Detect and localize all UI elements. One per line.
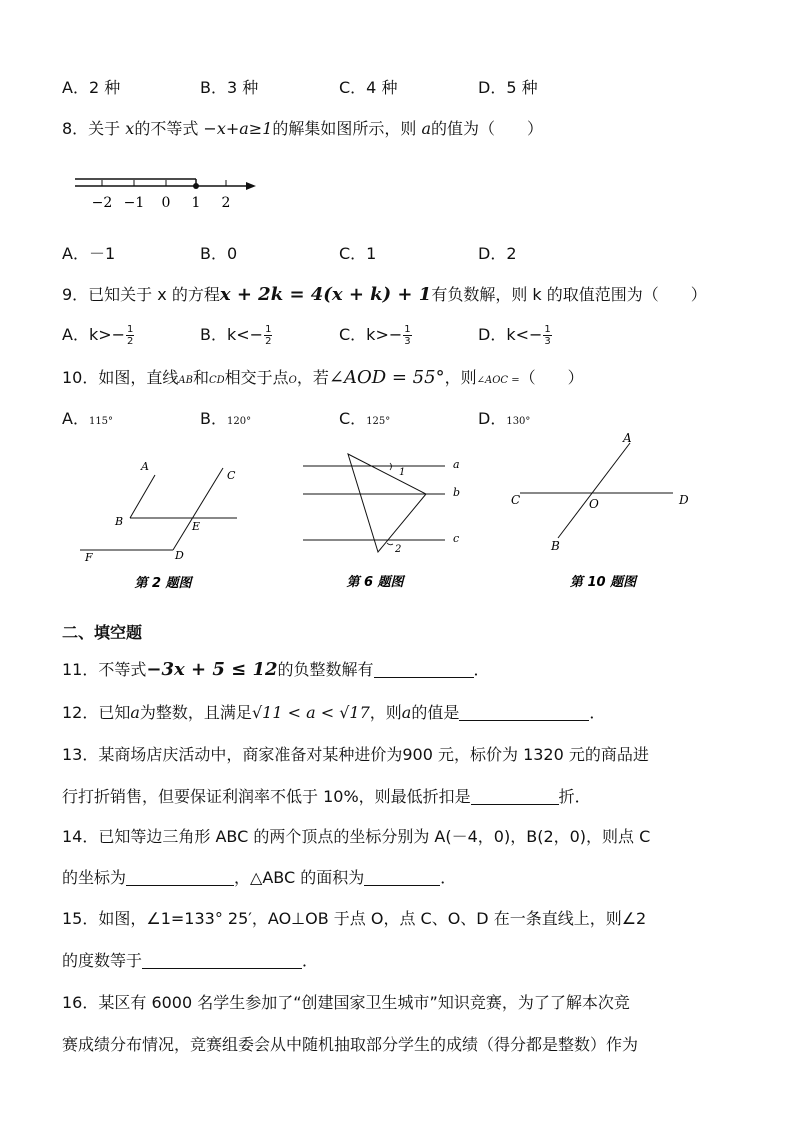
q10-option-d: D．130° [478, 409, 531, 428]
fig10-label-o: O [589, 497, 599, 511]
fig10-label-d: D [679, 493, 689, 507]
q16-line1: 16．某区有 6000 名学生参加了“创建国家卫生城市”知识竞赛，为了了解本次竞 [62, 993, 630, 1012]
fig2-label-a: A [141, 460, 149, 473]
number-line-ticks [102, 180, 226, 186]
q9-option-b: B．k<− $\frac{1}{2}$ [200, 324, 272, 347]
q7-option-b: B．3 种 [200, 78, 259, 97]
figure-q2 [75, 455, 250, 595]
q8-option-c: C．1 [339, 244, 377, 263]
tick-label-0: 0 [161, 195, 171, 211]
fig2-caption: 第 2 题图 [134, 576, 192, 591]
q11-stem: 11．不等式−3x + 5 ≤ 12的负整数解有 ． [62, 659, 490, 680]
tick-label-neg2: −2 [91, 195, 113, 211]
q14-line1: 14．已知等边三角形 ABC 的两个顶点的坐标分别为 A(－4，0)，B(2，0)，则点 C [62, 827, 651, 846]
q13-line2: 行打折销售，但要保证利润率不低于 10%，则最低折扣是 折． [62, 787, 591, 806]
q7-option-d: D．5 种 [478, 78, 538, 97]
q16-line2: 赛成绩分布情况，竞赛组委会从中随机抽取部分学生的成绩（得分都是整数）作为 [62, 1035, 639, 1054]
q7-option-a: A．2 种 [62, 78, 121, 97]
fig2-label-c: C [227, 469, 236, 482]
q8-option-a: A．－1 [62, 244, 116, 263]
fig2-label-e: E [192, 520, 201, 533]
q9-option-a: A．k>− $\frac{1}{2}$ [62, 324, 134, 347]
fig2-label-d: D [175, 549, 184, 562]
fig10-label-c: C [511, 493, 521, 507]
q10-option-a: A．115° [62, 409, 114, 428]
q11-answer-blank [374, 661, 474, 678]
fig6-label-1: 1 [399, 467, 406, 478]
q10-option-c: C．125° [339, 409, 391, 428]
q15-line2: 的度数等于 ． [62, 951, 319, 970]
fig10-label-a: A [623, 431, 632, 445]
q12-answer-blank [459, 704, 589, 721]
section-heading-fill-in: 二、填空题 [62, 623, 143, 642]
fig6-caption: 第 6 题图 [346, 575, 404, 590]
tick-label-1: 1 [191, 195, 201, 211]
q9-option-c: C．k>− $\frac{1}{3}$ [339, 324, 411, 347]
q10-stem: 10．如图，直线AB和CD相交于点O，若∠AOD = 55°，则∠AOC =（ ） [62, 367, 584, 388]
q15-line1: 15．如图，∠1=133° 25′，AO⊥OB 于点 O，点 C、O、D 在一条直线上，则∠2 [62, 909, 647, 928]
q14-line2: 的坐标为 ，△ABC 的面积为 ． [62, 868, 457, 887]
fig2-label-b: B [115, 515, 124, 528]
tick-label-2: 2 [221, 195, 231, 211]
fig10-label-b: B [551, 539, 560, 553]
q12-stem: 12．已知a为整数，且满足√11 < a < √17，则a的值是 ． [62, 703, 606, 722]
fig10-caption: 第 10 题图 [569, 575, 637, 590]
fig2-label-f: F [85, 551, 93, 564]
q7-option-c: C．4 种 [339, 78, 398, 97]
q8-option-d: D．2 [478, 244, 517, 263]
figure-q10 [505, 428, 705, 595]
q9-option-d: D．k<− $\frac{1}{3}$ [478, 324, 551, 347]
q14-answer-blank-area [364, 869, 440, 886]
figure-q6 [295, 450, 475, 595]
q8-stem: 8．关于 x的不等式 −x+a≥1的解集如图所示，则 a的值为（ ） [62, 119, 544, 138]
q13-line1: 13．某商场店庆活动中，商家准备对某种进价为900 元，标价为 1320 元的商品进 [62, 745, 649, 764]
q9-stem: 9．已知关于 x 的方程x + 2k = 4(x + k) + 1有负数解，则 k 的取值范围为（ ） [62, 284, 707, 305]
q15-answer-blank [142, 952, 302, 969]
fig6-label-2: 2 [395, 544, 402, 555]
q8-option-b: B．0 [200, 244, 238, 263]
tick-label-neg1: −1 [123, 195, 145, 211]
q13-answer-blank [471, 788, 559, 805]
q14-answer-blank-coord [126, 869, 234, 886]
q10-option-b: B．120° [200, 409, 252, 428]
number-line-figure [70, 170, 270, 214]
fig6-label-a: a [453, 458, 460, 471]
fig6-label-c: c [453, 532, 460, 545]
fig6-label-b: b [453, 486, 461, 499]
solution-point [193, 183, 199, 189]
